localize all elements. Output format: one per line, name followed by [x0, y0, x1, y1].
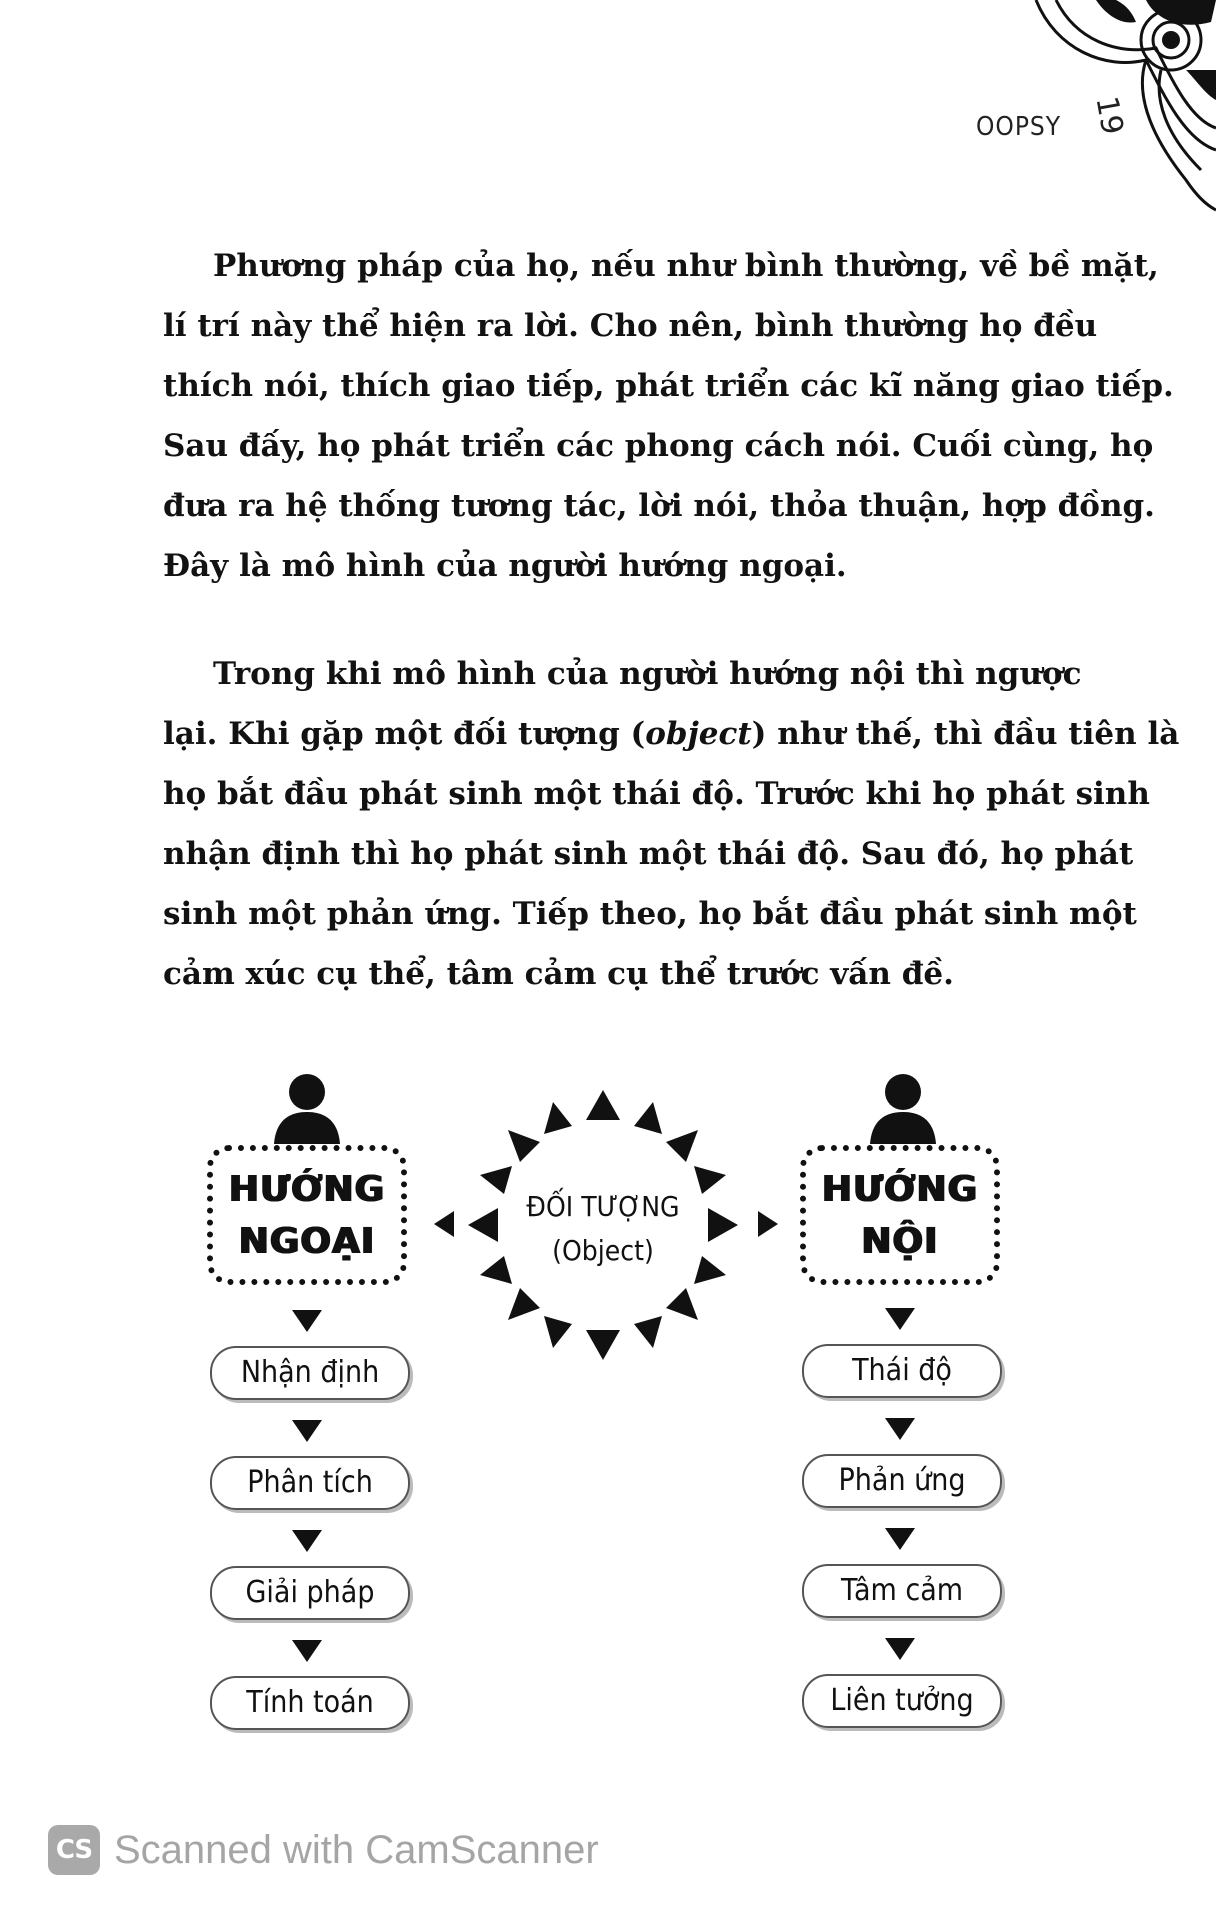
text-line: đưa ra hệ thống tương tác, lời nói, thỏa thuận, hợp đồng. — [163, 488, 1155, 524]
page-number: 19 — [1088, 93, 1130, 138]
arrow-left-icon — [434, 1211, 454, 1237]
text-line: Đây là mô hình của người hướng ngoại. — [163, 548, 847, 584]
extrovert-title-line1: HƯỚNG — [228, 1169, 386, 1210]
paragraph-extrovert — [163, 236, 1174, 596]
introvert-title-line1: HƯỚNG — [821, 1169, 979, 1210]
arrow-down-icon — [292, 1420, 322, 1442]
extrovert-title-line2: NGOẠI — [238, 1221, 376, 1262]
text-line: nhận định thì họ phát sinh một thái độ. Sau đó, họ phát — [163, 836, 1134, 872]
italic-word-object: object — [645, 716, 752, 752]
text-line: Phương pháp của họ, nếu như bình thường, về bề mặt, — [213, 248, 1159, 284]
camscanner-logo-icon: CS — [48, 1825, 100, 1875]
arrow-down-icon — [885, 1418, 915, 1440]
person-icon — [272, 1072, 342, 1144]
arrow-down-icon — [885, 1638, 915, 1660]
watermark-text: Scanned with CamScanner — [114, 1827, 599, 1872]
extrovert-step-1: Nhận định — [210, 1346, 410, 1400]
text-line: Sau đấy, họ phát triển các phong cách nói. Cuối cùng, họ — [163, 428, 1154, 464]
text-line: sinh một phản ứng. Tiếp theo, họ bắt đầu phát sinh một — [163, 896, 1137, 932]
introvert-box — [800, 1145, 1000, 1285]
person-icon — [868, 1072, 938, 1144]
arrow-down-icon — [292, 1310, 322, 1332]
extrovert-step-2: Phân tích — [210, 1456, 410, 1510]
arrow-down-icon — [885, 1528, 915, 1550]
introvert-title-line2: NỘI — [861, 1221, 939, 1262]
introvert-step-1: Thái độ — [802, 1344, 1002, 1398]
text-line — [163, 704, 1180, 764]
sun-object-icon — [468, 1090, 738, 1360]
running-head: OOPSY — [976, 112, 1062, 142]
introvert-step-2: Phản ứng — [802, 1454, 1002, 1508]
extrovert-step-4: Tính toán — [210, 1676, 410, 1730]
object-label-line2: (Object) — [552, 1234, 654, 1267]
text-line: thích nói, thích giao tiếp, phát triển các kĩ năng giao tiếp. — [163, 368, 1174, 404]
introvert-step-4: Liên tưởng — [802, 1674, 1002, 1728]
introvert-extrovert-diagram — [0, 1050, 1216, 1750]
camscanner-watermark — [48, 1820, 599, 1880]
text-line: họ bắt đầu phát sinh một thái độ. Trước khi họ phát sinh — [163, 776, 1150, 812]
text-fragment: ) như thế, thì đầu tiên là — [751, 716, 1180, 752]
object-label-line1: ĐỐI TƯỢNG — [526, 1190, 680, 1223]
arrow-right-icon — [758, 1211, 778, 1237]
extrovert-box — [207, 1145, 407, 1285]
arrow-down-icon — [885, 1308, 915, 1330]
text-line: Trong khi mô hình của người hướng nội thì ngược — [213, 656, 1082, 692]
introvert-step-3: Tâm cảm — [802, 1564, 1002, 1618]
text-line: lí trí này thể hiện ra lời. Cho nên, bình thường họ đều — [163, 308, 1098, 344]
text-fragment: lại. Khi gặp một đối tượng ( — [163, 716, 646, 752]
extrovert-step-3: Giải pháp — [210, 1566, 410, 1620]
arrow-down-icon — [292, 1530, 322, 1552]
paragraph-introvert — [163, 644, 1180, 1004]
arrow-down-icon — [292, 1640, 322, 1662]
text-line: cảm xúc cụ thể, tâm cảm cụ thể trước vấn đề. — [163, 956, 954, 992]
